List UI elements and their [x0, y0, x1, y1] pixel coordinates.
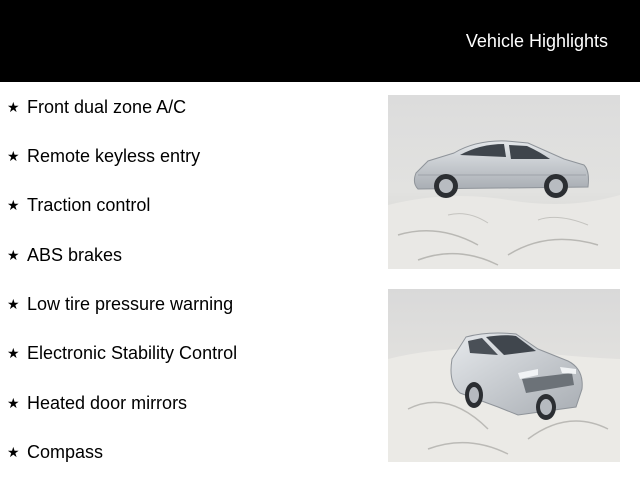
star-icon: ★	[7, 395, 20, 411]
star-icon: ★	[7, 444, 20, 460]
list-item	[7, 392, 187, 414]
feature-label: Remote keyless entry	[27, 146, 201, 166]
vehicle-photo-front[interactable]	[388, 289, 620, 462]
star-icon: ★	[7, 345, 20, 361]
list-item	[7, 194, 150, 216]
vehicle-photo-side[interactable]	[388, 95, 620, 269]
star-icon: ★	[7, 148, 20, 164]
list-item	[7, 244, 122, 266]
list-item	[7, 342, 237, 364]
list-item	[7, 96, 186, 118]
list-item	[7, 441, 103, 463]
star-icon: ★	[7, 247, 20, 263]
list-item	[7, 145, 200, 167]
feature-label: Electronic Stability Control	[27, 343, 238, 363]
feature-label: Low tire pressure warning	[27, 294, 234, 314]
star-icon: ★	[7, 296, 20, 312]
page-title: Vehicle Highlights	[465, 31, 608, 51]
feature-label: Traction control	[27, 195, 151, 215]
star-icon: ★	[7, 99, 20, 115]
feature-label: ABS brakes	[27, 245, 123, 265]
star-icon: ★	[7, 197, 20, 213]
feature-label: Front dual zone A/C	[27, 97, 187, 117]
list-item	[7, 293, 233, 315]
feature-label: Compass	[27, 442, 104, 462]
feature-label: Heated door mirrors	[27, 393, 188, 413]
